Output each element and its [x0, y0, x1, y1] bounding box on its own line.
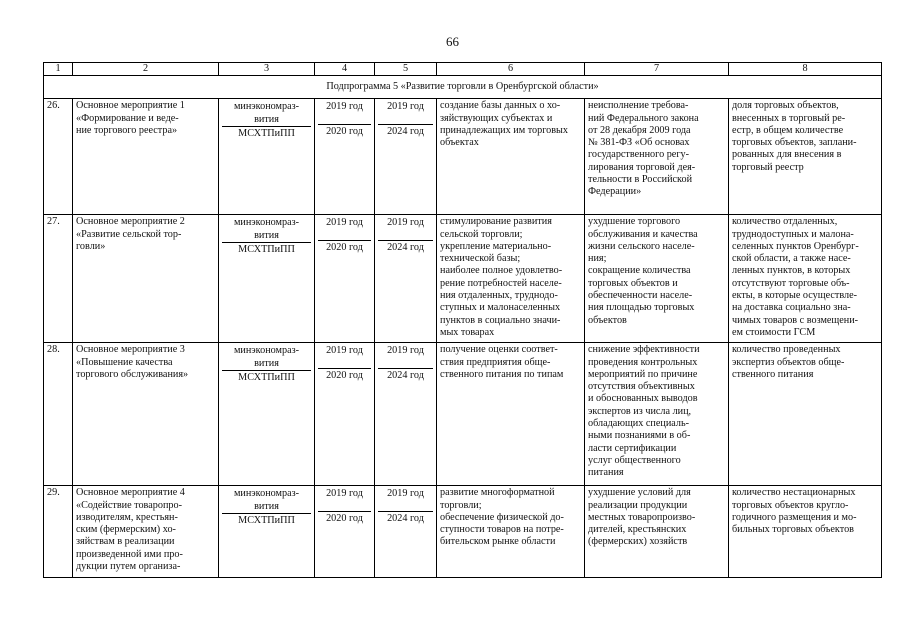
expected-result: стимулирование развития сельской торговли; укрепление материально- технической базы; наиболее полное удовлетво- рение потребностей населе- ния отдаленных, труднодо- ступных и малонаселенных пунктов в социально значи- мых товарах — [437, 215, 585, 343]
page-number: 66 — [446, 34, 459, 49]
executor-secondary: МСХТПиПП — [238, 243, 295, 255]
row-number: 29. — [44, 486, 73, 578]
consequence: ухудшение условий для реализации продукции местных товаропроизво- дителей, крестьянских (фермерских) хозяйств — [585, 486, 729, 578]
indicator: доля торговых объектов, внесенных в торговый ре- естр, в общем количестве торговых объектов, заплани- рованных для внесения в торговый реестр — [729, 99, 882, 215]
table-row — [44, 99, 882, 215]
table-row — [44, 486, 882, 578]
start-year-cell — [315, 215, 375, 343]
start-year-2: 2020 год — [326, 513, 363, 525]
consequence: ухудшение торгового обслуживания и качества жизни сельского населе- ния; сокращение количества торговых объектов и обеспеченности населе- ния площадью торговых объектов — [585, 215, 729, 343]
header-cell: 1 — [44, 63, 73, 76]
executor-cell — [219, 343, 315, 486]
executor-secondary: МСХТПиПП — [238, 514, 295, 526]
start-year-2: 2020 год — [326, 242, 363, 254]
table-row — [44, 343, 882, 486]
executor-secondary: МСХТПиПП — [238, 127, 295, 139]
start-year-2: 2020 год — [326, 126, 363, 138]
end-year-cell — [375, 486, 437, 578]
plan-table — [43, 62, 882, 578]
indicator: количество проведенных экспертиз объектов обще- ственного питания — [729, 343, 882, 486]
header-cell: 6 — [437, 63, 585, 76]
measure-name: Основное мероприятие 4 «Содействие товаропро- изводителям, крестьян- ским (фермерским) хо- зяйствам в реализации произведенной ими про- дукции путем организа- — [73, 486, 219, 578]
table-row — [44, 215, 882, 343]
column-number-row — [44, 63, 882, 76]
start-year-2: 2020 год — [326, 370, 363, 382]
executor-cell — [219, 99, 315, 215]
subprogram-title: Подпрограмма 5 «Развитие торговли в Оренбургской области» — [44, 76, 882, 99]
start-year-1: 2019 год — [318, 100, 371, 125]
header-cell: 5 — [375, 63, 437, 76]
end-year-cell — [375, 215, 437, 343]
expected-result: создание базы данных о хо- зяйствующих субъектах и принадлежащих им торговых объектах — [437, 99, 585, 215]
end-year-1: 2019 год — [378, 216, 433, 241]
expected-result: получение оценки соответ- ствия предприятия обще- ственного питания по типам — [437, 343, 585, 486]
executor-primary: минэкономраз- вития — [222, 487, 311, 514]
subprogram-row — [44, 76, 882, 99]
end-year-1: 2019 год — [378, 344, 433, 369]
start-year-cell — [315, 99, 375, 215]
end-year-2: 2024 год — [387, 370, 424, 382]
header-cell: 4 — [315, 63, 375, 76]
end-year-2: 2024 год — [387, 126, 424, 138]
end-year-cell — [375, 99, 437, 215]
header-cell: 8 — [729, 63, 882, 76]
header-cell: 7 — [585, 63, 729, 76]
expected-result: развитие многоформатной торговли; обеспечение физической до- ступности товаров на потре- бительском рынке области — [437, 486, 585, 578]
consequence: неисполнение требова- ний Федерального закона от 28 декабря 2009 года № 381-ФЗ «Об основах государственного регу- лирования торговой дея- тельности в Российской Федерации» — [585, 99, 729, 215]
header-cell: 3 — [219, 63, 315, 76]
end-year-2: 2024 год — [387, 513, 424, 525]
start-year-1: 2019 год — [318, 344, 371, 369]
row-number: 27. — [44, 215, 73, 343]
executor-cell — [219, 215, 315, 343]
header-cell: 2 — [73, 63, 219, 76]
start-year-cell — [315, 486, 375, 578]
indicator: количество нестационарных торговых объектов кругло- годичного размещения и мо- бильных торговых объектов — [729, 486, 882, 578]
start-year-1: 2019 год — [318, 216, 371, 241]
executor-primary: минэкономраз- вития — [222, 344, 311, 371]
indicator: количество отдаленных, труднодоступных и малона- селенных пунктов Оренбург- ской области, а также насе- ленных пунктов, в которых отсутствуют торговые объ- екты, в которые осуществле- на доставка социально зна- чимых товаров с возмещени- ем стоимости ГСМ — [729, 215, 882, 343]
consequence: снижение эффективности проведения контрольных мероприятий по причине отсутствия объективных и обоснованных выводов экспертов из числа лиц, обладающих специаль- ными познаниями в об- ласти сертификации услуг общественного питания — [585, 343, 729, 486]
start-year-1: 2019 год — [318, 487, 371, 512]
executor-secondary: МСХТПиПП — [238, 371, 295, 383]
end-year-1: 2019 год — [378, 100, 433, 125]
executor-primary: минэкономраз- вития — [222, 216, 311, 243]
start-year-cell — [315, 343, 375, 486]
end-year-cell — [375, 343, 437, 486]
measure-name: Основное мероприятие 1 «Формирование и веде- ние торгового реестра» — [73, 99, 219, 215]
row-number: 28. — [44, 343, 73, 486]
executor-primary: минэкономраз- вития — [222, 100, 311, 127]
executor-cell — [219, 486, 315, 578]
measure-name: Основное мероприятие 3 «Повышение качества торгового обслуживания» — [73, 343, 219, 486]
measure-name: Основное мероприятие 2 «Развитие сельской тор- говли» — [73, 215, 219, 343]
end-year-2: 2024 год — [387, 242, 424, 254]
end-year-1: 2019 год — [378, 487, 433, 512]
row-number: 26. — [44, 99, 73, 215]
